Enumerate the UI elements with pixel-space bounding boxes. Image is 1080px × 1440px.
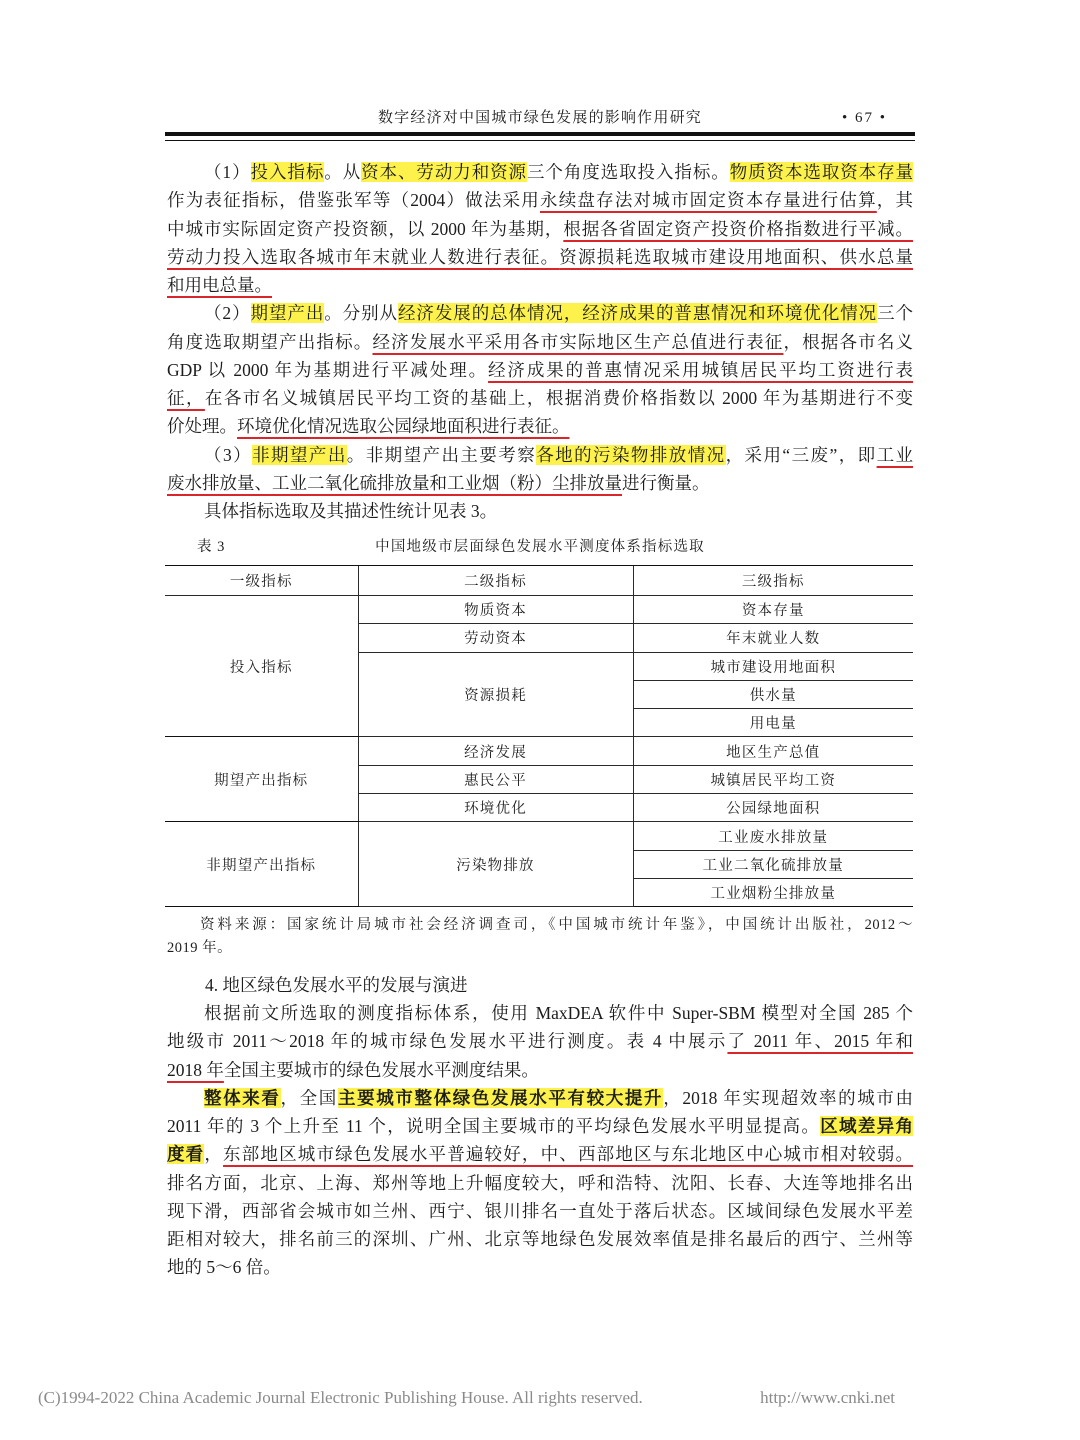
table-row xyxy=(165,596,913,624)
highlighted-text: 主要城市整体绿色发展水平有较大提升 xyxy=(337,1087,664,1108)
header-level2: 二级指标 xyxy=(358,566,633,596)
text-line xyxy=(167,243,913,271)
underlined-text: 工业 xyxy=(876,444,913,465)
underlined-text: 征， xyxy=(167,388,205,408)
cell-level2-indicator: 惠民公平 xyxy=(358,765,633,793)
highlighted-text: 度看 xyxy=(167,1144,205,1165)
text-segment: 角度选取期望产出指标。 xyxy=(167,331,373,352)
table-row xyxy=(165,737,913,765)
body-text-upper xyxy=(167,158,913,525)
cell-level1-indicator: 非期望产出指标 xyxy=(165,822,358,907)
table-row xyxy=(165,822,913,850)
source-note-line: 资料来源：国家统计局城市社会经济调查司，《中国城市统计年鉴》，中国统计出版社，2012～ xyxy=(200,917,913,933)
text-segment: 三个角度选取投入指标。 xyxy=(526,162,730,182)
underlined-text: 劳动力投入选取各城市年末就业人数进行表征。 xyxy=(167,246,560,267)
cell-level3-indicator: 公园绿地面积 xyxy=(633,794,913,822)
cell-level1-indicator: 投入指标 xyxy=(165,596,358,737)
text-segment: ， xyxy=(204,1144,224,1165)
text-line xyxy=(167,1225,913,1253)
text-line xyxy=(167,356,913,384)
text-segment: 三个 xyxy=(877,303,913,324)
text-line xyxy=(167,441,913,469)
highlighted-text: 期望产出 xyxy=(250,303,325,324)
header-level3: 三级指标 xyxy=(633,566,913,596)
cell-level2-indicator: 物质资本 xyxy=(358,596,633,624)
cell-level3-indicator: 资本存量 xyxy=(633,596,913,624)
cell-level2-indicator: 经济发展 xyxy=(358,737,633,765)
underlined-text: 2018 年 xyxy=(167,1059,224,1080)
text-line xyxy=(167,158,913,186)
text-line xyxy=(167,497,913,525)
text-line xyxy=(167,1056,913,1084)
underlined-text: 根据各省固定资产投资价格指数进行平减。 xyxy=(563,218,913,239)
underlined-text: 资源损耗选取城市建设用地面积、供水总量 xyxy=(559,246,913,267)
highlighted-text: 区域差异角 xyxy=(820,1116,913,1136)
cell-level1-indicator: 期望产出指标 xyxy=(165,737,358,822)
highlighted-text: 各地的污染物排放情况 xyxy=(536,444,726,465)
cell-level3-indicator: 城市建设用地面积 xyxy=(633,652,913,680)
text-segment: 作为表征指标，借鉴张军等（2004）做法采用 xyxy=(167,190,540,211)
copyright-notice: (C)1994-2022 China Academic Journal Electronic Publishing House. All rights reserved. xyxy=(38,1388,643,1407)
underlined-text: 环境优化情况选取公园绿地面积进行表征。 xyxy=(237,416,570,437)
text-segment: 排名方面，北京、上海、郑州等地上升幅度较大，呼和浩特、沈阳、长春、大连等地排名出 xyxy=(167,1172,913,1193)
text-line xyxy=(167,469,913,497)
text-segment: 。从 xyxy=(324,162,362,182)
text-segment: 地级市 2011～2018 年的城市绿色发展水平进行测度。表 4 中展示 xyxy=(167,1031,728,1052)
highlighted-text: 非期望产出 xyxy=(252,444,347,465)
footer xyxy=(38,1386,895,1410)
text-segment: 具体指标选取及其描述性统计见表 3。 xyxy=(204,501,498,521)
text-segment: ，全国 xyxy=(280,1087,338,1108)
header-level1: 一级指标 xyxy=(165,566,358,596)
text-segment: 地的 5～6 倍。 xyxy=(167,1257,281,1278)
text-segment: GDP 以 2000 年为基期进行平减处理。 xyxy=(167,359,489,380)
highlighted-text: 物质资本选取资本存量 xyxy=(729,162,913,182)
underlined-text: 了 2011 年、2015 年和 xyxy=(727,1031,913,1052)
text-segment: 2011 年的 3 个上升至 11 个，说明全国主要城市的平均绿色发展水平明显提高。 xyxy=(167,1116,821,1136)
underlined-text: 永续盘存法对城市固定资本存量进行估算 xyxy=(540,190,877,211)
text-line xyxy=(167,1084,913,1112)
source-note-line: 2019 年。 xyxy=(167,940,233,956)
table-caption-label: 表 3 xyxy=(197,539,226,555)
text-segment: 。非期望产出主要考察 xyxy=(346,444,537,465)
text-segment: （1） xyxy=(204,162,251,182)
text-line xyxy=(167,1112,913,1140)
cell-level3-indicator: 年末就业人数 xyxy=(633,624,913,652)
cell-level2-indicator: 劳动资本 xyxy=(358,624,633,652)
text-line xyxy=(167,328,913,356)
text-line xyxy=(167,271,913,299)
text-line xyxy=(167,215,913,243)
highlighted-text: 整体来看 xyxy=(204,1087,281,1108)
cell-level3-indicator: 地区生产总值 xyxy=(633,737,913,765)
cell-level3-indicator: 工业烟粉尘排放量 xyxy=(633,878,913,906)
table-body xyxy=(165,596,913,907)
text-line xyxy=(167,384,913,412)
text-line xyxy=(167,999,913,1027)
table-header-row xyxy=(165,566,913,596)
cell-level3-indicator: 城镇居民平均工资 xyxy=(633,765,913,793)
underlined-text: 废水排放量、工业二氧化硫排放量和工业烟（粉）尘排放量 xyxy=(167,472,622,493)
text-segment: 现下滑，西部省会城市如兰州、西宁、银川排名一直处于落后状态。区域间绿色发展水平差 xyxy=(167,1200,913,1221)
page-number: • 67 • xyxy=(842,110,888,126)
cell-level3-indicator: 用电量 xyxy=(633,709,913,737)
underlined-text: 和用电总量。 xyxy=(167,275,272,295)
underlined-text: 经济成果的普惠情况采用城镇居民平均工资进行表 xyxy=(488,359,913,380)
text-segment: （3） xyxy=(204,444,253,465)
text-line xyxy=(167,1169,913,1197)
table-caption-title: 中国地级市层面绿色发展水平测度体系指标选取 xyxy=(375,539,705,555)
body-text-lower xyxy=(167,999,913,1282)
text-segment: （2） xyxy=(204,303,251,324)
text-segment: 距相对较大，排名前三的深圳、广州、北京等地绿色发展效率值是排名最后的西宁、兰州等 xyxy=(167,1229,913,1249)
highlighted-text: 经济发展的总体情况，经济成果的普惠情况和环境优化情况 xyxy=(397,303,878,324)
indicator-table xyxy=(165,565,913,907)
text-segment: 中城市实际固定资产投资额，以 2000 年为基期， xyxy=(167,218,564,239)
table-source-note xyxy=(167,914,913,960)
text-segment: 进行衡量。 xyxy=(622,472,710,493)
text-line xyxy=(167,1140,913,1168)
running-title: 数字经济对中国城市绿色发展的影响作用研究 xyxy=(377,110,702,126)
cell-level2-indicator: 污染物排放 xyxy=(358,822,633,907)
cell-level3-indicator: 工业废水排放量 xyxy=(633,822,913,850)
cell-level2-indicator: 环境优化 xyxy=(358,794,633,822)
text-line xyxy=(167,186,913,214)
cell-level3-indicator: 工业二氧化硫排放量 xyxy=(633,850,913,878)
underlined-text: 东部地区城市绿色发展水平普遍较好，中、西部地区与东北地区中心城市相对较弱。 xyxy=(223,1144,913,1165)
text-line xyxy=(167,1027,913,1055)
text-line xyxy=(167,299,913,327)
text-segment: ，其 xyxy=(876,190,913,211)
cell-level2-indicator: 资源损耗 xyxy=(358,652,633,737)
header-rule-thin xyxy=(165,140,915,141)
highlighted-text: 投入指标 xyxy=(250,162,325,182)
text-segment: 。分别从 xyxy=(324,303,398,324)
cnki-url-link[interactable]: http://www.cnki.net xyxy=(760,1388,895,1407)
section-heading: 4. 地区绿色发展水平的发展与演进 xyxy=(205,975,468,995)
text-segment: ，2018 年实现超效率的城市由 xyxy=(663,1087,913,1108)
text-line xyxy=(167,1253,913,1281)
text-segment: ，根据各市名义 xyxy=(783,331,913,352)
text-line xyxy=(167,412,913,440)
text-segment: 在各市名义城镇居民平均工资的基础上，根据消费价格指数以 2000 年为基期进行不变 xyxy=(204,388,913,408)
text-segment: 全国主要城市的绿色发展水平测度结果。 xyxy=(223,1059,539,1080)
header-rule-thick xyxy=(165,132,915,136)
text-line xyxy=(167,1197,913,1225)
text-segment: 根据前文所选取的测度指标体系，使用 MaxDEA 软件中 Super-SBM 模型对全国 285 个 xyxy=(204,1003,913,1023)
text-segment: ，采用“三废”，即 xyxy=(725,444,877,465)
cell-level3-indicator: 供水量 xyxy=(633,680,913,708)
underlined-text: 经济发展水平采用各市实际地区生产总值进行表征 xyxy=(372,331,784,352)
text-segment: 价处理。 xyxy=(167,416,237,437)
highlighted-text: 资本、劳动力和资源 xyxy=(361,162,527,182)
